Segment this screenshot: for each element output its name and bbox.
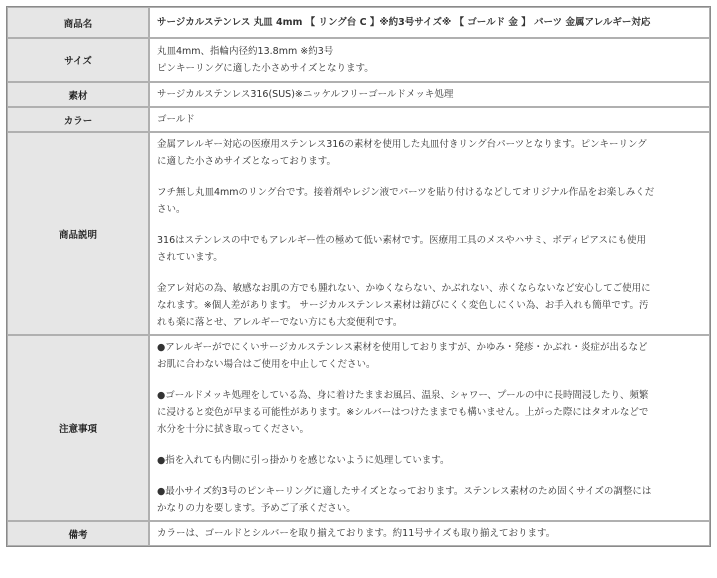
- notes-line: ●指を入れても内側に引っ掛かりを感じないように処理しています。: [157, 455, 450, 466]
- notes-line: 水分を十分に拭き取ってください。: [157, 424, 310, 435]
- color-header: カラー: [7, 107, 149, 132]
- notes-paragraph: [157, 483, 701, 517]
- size-value: [149, 38, 710, 82]
- row-color: [7, 107, 710, 132]
- row-description: [7, 132, 710, 335]
- notes-line: ●アレルギーがでにくいサージカルステンレス素材を使用しておりますが、かゆみ・発疹・かぶれ・炎症が出るなど: [157, 342, 648, 353]
- product-name-header: 商品名: [7, 7, 149, 38]
- notes-line: ●最小サイズ約3号のピンキーリングに適したサイズとなっております。ステンレス素材のため固くサイズの調整には: [157, 486, 652, 497]
- notes-paragraph: [157, 452, 701, 469]
- description-paragraph: [157, 232, 701, 266]
- size-header: サイズ: [7, 38, 149, 82]
- description-header: 商品説明: [7, 132, 149, 335]
- description-value: [149, 132, 710, 335]
- notes-line: お肌に合わない場合はご使用を中止してください。: [157, 359, 376, 370]
- product-spec-table: [6, 6, 711, 547]
- description-line: 316はステンレスの中でもアレルギー性の極めて低い素材です。医療用工具のメスやハサミ、ボディピアスにも使用: [157, 235, 647, 246]
- notes-header: 注意事項: [7, 335, 149, 521]
- notes-paragraph: [157, 339, 701, 373]
- description-line: れも楽に落とせ、アレルギーでない方にも大変便利です。: [157, 317, 403, 328]
- row-size: [7, 38, 710, 82]
- material-header: 素材: [7, 82, 149, 107]
- size-line-2: ピンキーリングに適した小さめサイズとなります。: [157, 63, 374, 74]
- description-paragraph: [157, 280, 701, 331]
- row-remarks: [7, 521, 710, 546]
- row-notes: [7, 335, 710, 521]
- description-line: フチ無し丸皿4mmのリング台です。接着剤やレジン液でパーツを貼り付けるなどしてオリジナル作品をお楽しみくだ: [157, 187, 655, 198]
- row-material: [7, 82, 710, 107]
- color-value: ゴールド: [149, 107, 710, 132]
- row-product-name: [7, 7, 710, 38]
- notes-line: ●ゴールドメッキ処理をしている為、身に着けたままお風呂、温泉、シャワー、プールの中に長時間浸したり、頻繁: [157, 390, 649, 401]
- description-line: に適した小さめサイズとなっております。: [157, 156, 336, 167]
- description-line: 金アレ対応の為、敏感なお肌の方でも腫れない、かゆくならない、かぶれない、赤くならないなど安心してご使用に: [157, 283, 651, 294]
- notes-value: [149, 335, 710, 521]
- remarks-value: カラーは、ゴールドとシルバーを取り揃えております。約11号サイズも取り揃えております。: [149, 521, 710, 546]
- description-line: さい。: [157, 204, 186, 215]
- notes-line: に浸けると変色が早まる可能性があります。※シルバーはつけたままでも構いません。上がった際にはタオルなどで: [157, 407, 649, 418]
- material-value: サージカルステンレス316(SUS)※ニッケルフリーゴールドメッキ処理: [149, 82, 710, 107]
- product-name-value: サージカルステンレス 丸皿 4mm 【 リング台 C 】※約3号サイズ※ 【 ゴールド 金 】 パーツ 金属アレルギー対応: [149, 7, 710, 38]
- remarks-header: 備考: [7, 521, 149, 546]
- size-line-1: 丸皿4mm、指輪内径約13.8mm ※約3号: [157, 46, 334, 57]
- description-paragraph: [157, 136, 701, 170]
- description-line: 金属アレルギー対応の医療用ステンレス316の素材を使用した丸皿付きリング台パーツとなります。ピンキーリング: [157, 139, 647, 150]
- description-paragraph: [157, 184, 701, 218]
- description-line: されています。: [157, 252, 223, 263]
- description-line: なれます。※個人差があります。 サージカルステンレス素材は錆びにくく変色しにくい為、お手入れも簡単です。汚: [157, 300, 649, 311]
- notes-paragraph: [157, 387, 701, 438]
- notes-line: かなりの力を要します。予めご了承ください。: [157, 503, 356, 514]
